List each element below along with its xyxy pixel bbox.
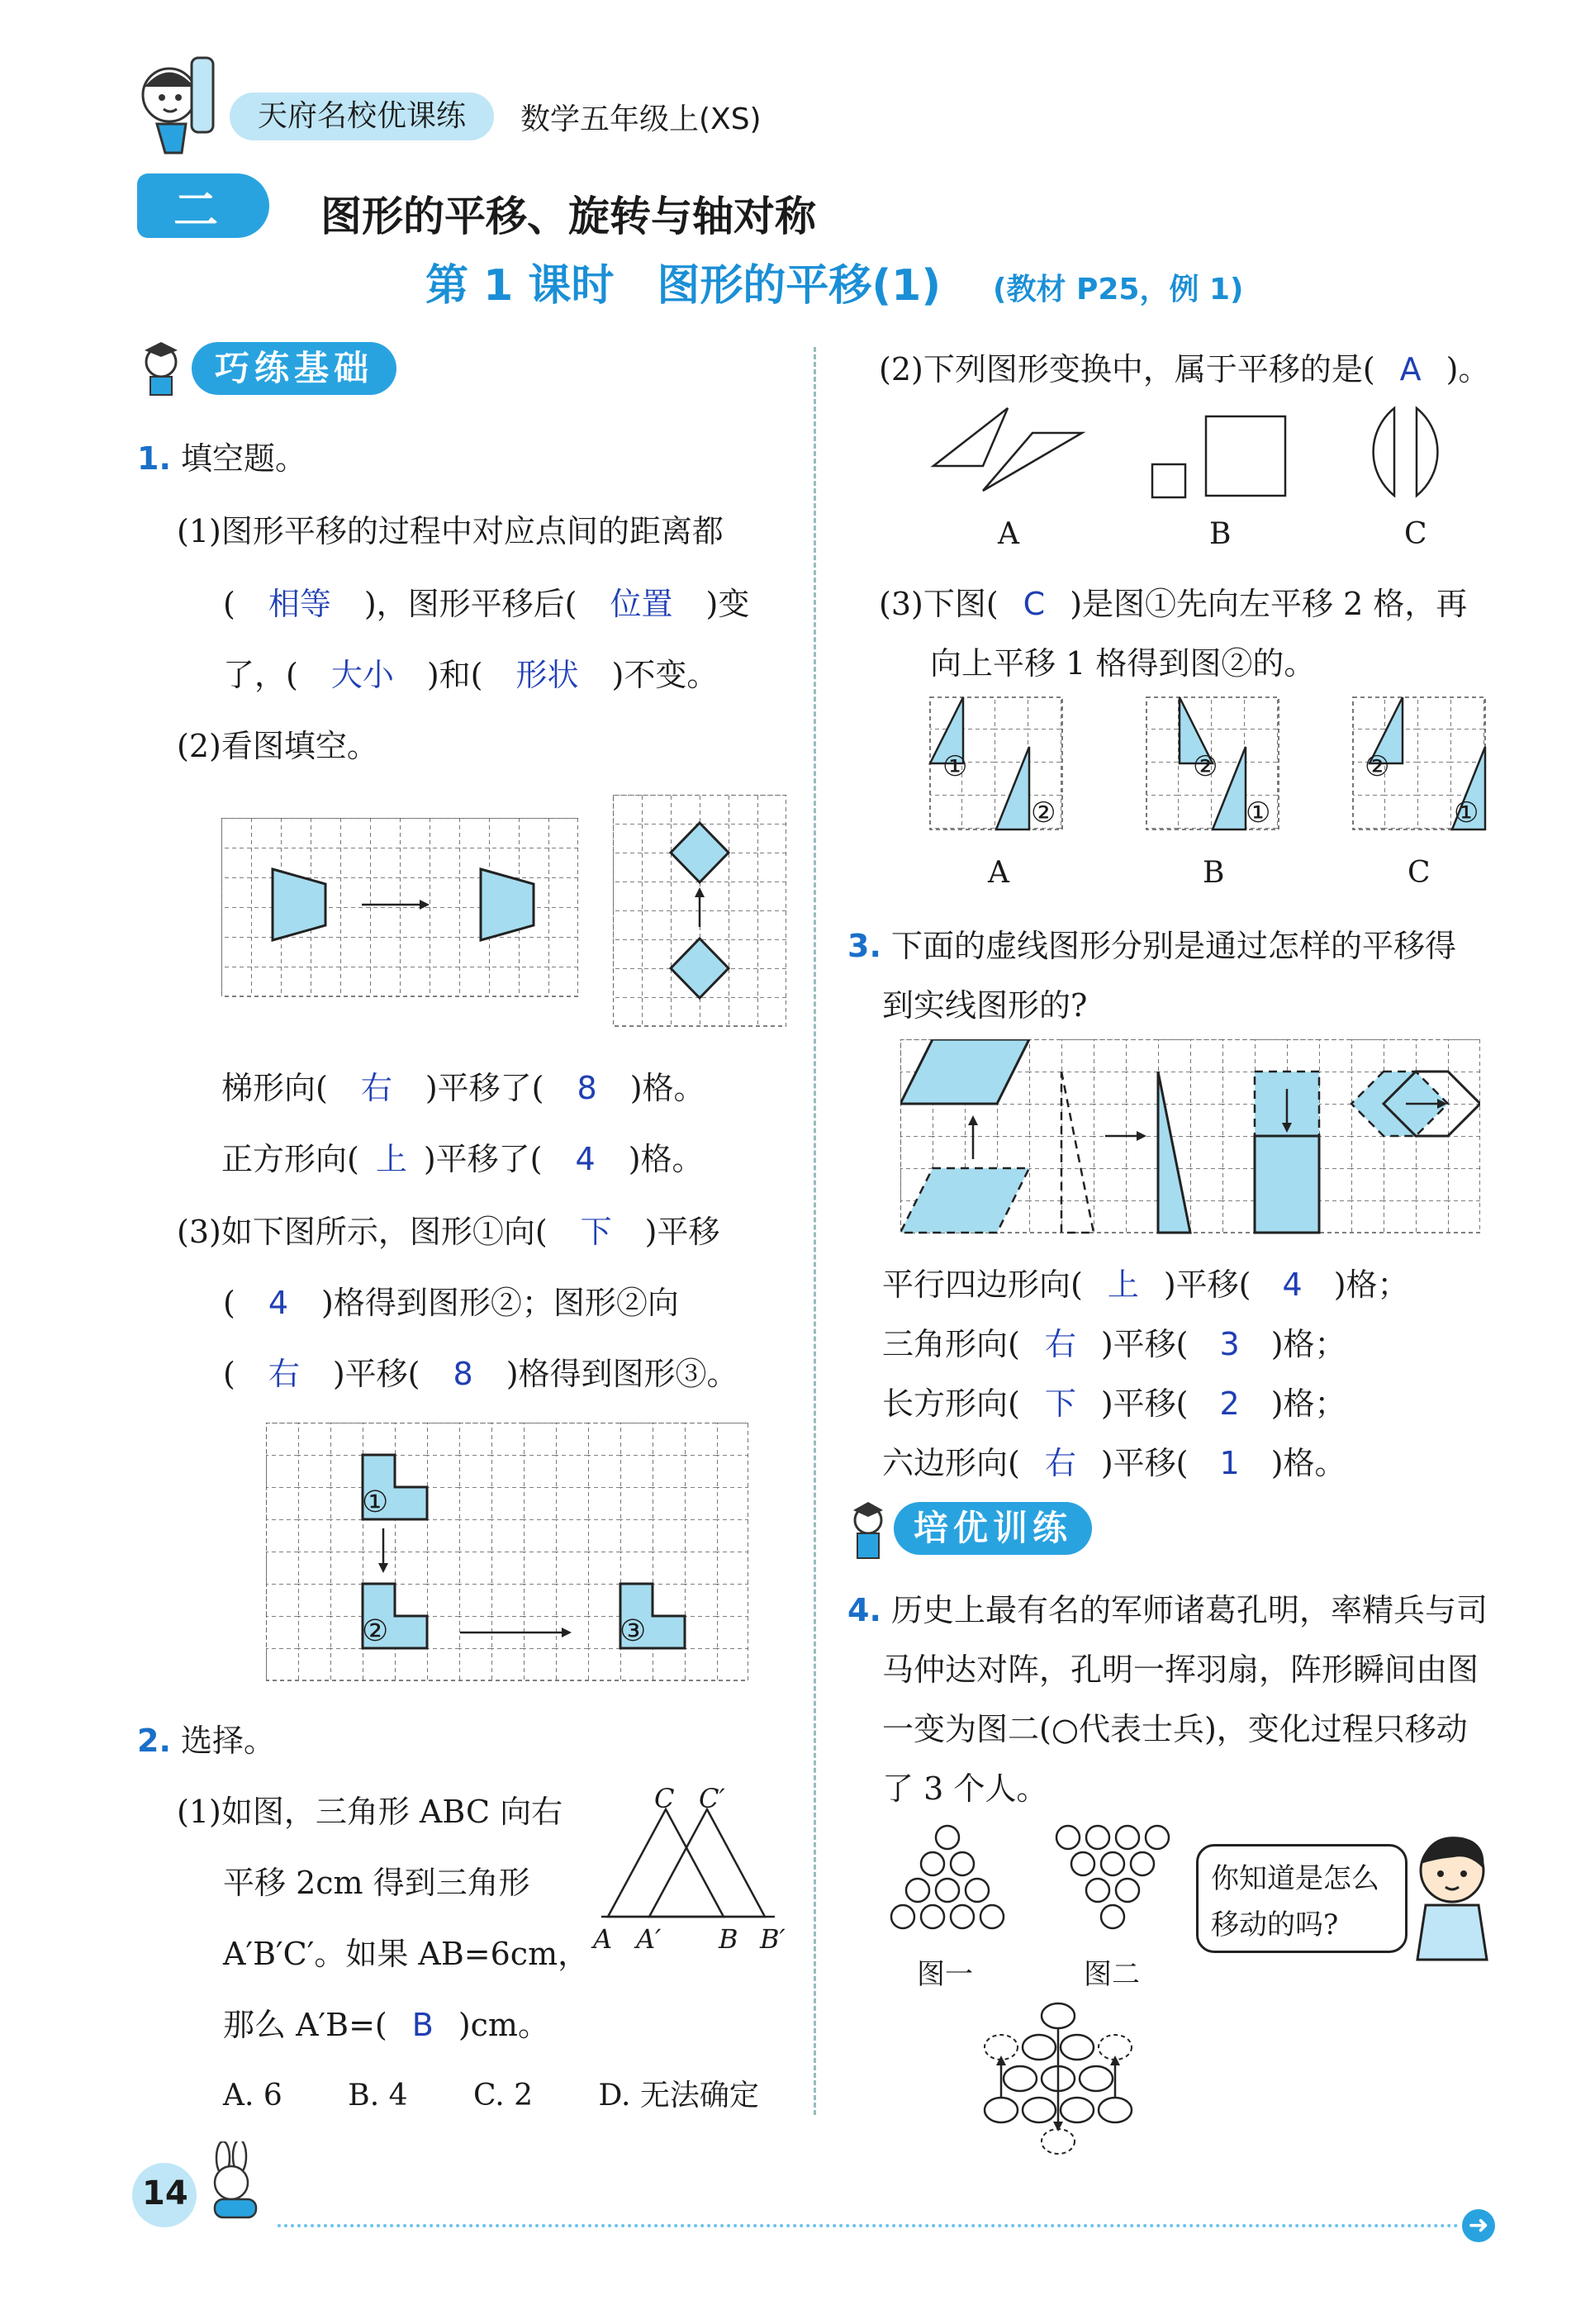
- choice-a-label: A: [998, 517, 1019, 551]
- text: )平移(: [1100, 1326, 1189, 1362]
- bubble-line-2: 移动的吗?: [1211, 1908, 1339, 1941]
- text: )平移了(: [423, 1141, 543, 1177]
- text: )格。: [1270, 1445, 1346, 1481]
- label-b-prime: B′: [760, 1923, 786, 1955]
- section-advanced-training: 培优训练: [894, 1502, 1092, 1555]
- answer-steps: 2: [1219, 1385, 1240, 1422]
- triangle-abc-figure: [595, 1793, 793, 1933]
- label-b: B: [719, 1923, 738, 1955]
- chapter-title: 图形的平移、旋转与轴对称: [320, 192, 816, 240]
- answer-b: B: [411, 2007, 434, 2043]
- subject-label: 数学五年级上(XS): [520, 102, 762, 136]
- q3-answer-triangle: [882, 1319, 1346, 1364]
- bubble-line-1: 你知道是怎么: [1211, 1862, 1379, 1895]
- text: )是图①先向左平移 2 格，再: [1070, 586, 1468, 622]
- solution-diagram: [963, 1999, 1153, 2173]
- text: )格得到图形③。: [506, 1356, 738, 1392]
- text: 三角形向(: [882, 1326, 1020, 1362]
- text: )平移了(: [425, 1070, 544, 1106]
- answer-c: C: [1023, 586, 1046, 622]
- formation-figure-1: [877, 1823, 1018, 1946]
- text: 那么 A′B=(: [223, 2007, 387, 2043]
- answer-direction: 右: [1044, 1326, 1076, 1362]
- paren: 了，(: [223, 657, 298, 693]
- grid-b-mark-2: ②: [1193, 750, 1218, 783]
- text: )平移(: [1100, 1385, 1189, 1422]
- q2-p1-line1: (1)如图，三角形 ABC 向右: [177, 1794, 563, 1830]
- text: (3)如下图所示，图形①向(: [177, 1214, 548, 1250]
- answer-4: 4: [575, 1141, 596, 1177]
- grid-c-caption: C: [1407, 856, 1431, 890]
- next-page-arrow-icon[interactable]: ➜: [1462, 2209, 1495, 2242]
- l-shape-label-3: ③: [619, 1614, 647, 1648]
- answer-8b: 8: [453, 1356, 473, 1392]
- page-number: 14: [142, 2174, 188, 2212]
- text: )平移(: [1163, 1267, 1251, 1303]
- paren: )不变。: [611, 657, 719, 693]
- q3-answer-rectangle: [882, 1378, 1346, 1423]
- rabbit-icon: [198, 2141, 273, 2224]
- q1-p3-line1: [177, 1206, 720, 1252]
- q3-answer-hexagon: [882, 1438, 1346, 1483]
- q1-p1-line2: [223, 578, 749, 624]
- grid-b-mark-1: ①: [1246, 796, 1271, 829]
- q3-number: 3.: [847, 928, 881, 964]
- q1-p3-line2: [223, 1277, 679, 1323]
- label-c: C: [654, 1783, 675, 1814]
- answer-right: 右: [360, 1070, 392, 1106]
- grid-b-caption: B: [1203, 856, 1225, 890]
- teacher-icon: [132, 339, 190, 397]
- grid-c-mark-1: ①: [1454, 796, 1479, 829]
- q4-number: 4.: [847, 1592, 881, 1628]
- boy-character-icon: [1404, 1829, 1500, 1961]
- paren: (: [223, 586, 235, 622]
- answer-direction: 上: [1107, 1267, 1139, 1303]
- grid-a-mark-2: ②: [1031, 796, 1056, 829]
- text: (3)下图(: [879, 586, 999, 622]
- answer-4b: 4: [268, 1285, 289, 1321]
- column-divider: [814, 347, 816, 2115]
- figure-2-caption: 图二: [1084, 1958, 1140, 1991]
- text: )格。: [628, 1141, 704, 1177]
- q2-p1-line2: 平移 2cm 得到三角形: [223, 1865, 530, 1901]
- grid-a-mark-1: ①: [942, 750, 968, 783]
- text: )格；: [1270, 1385, 1346, 1422]
- grid-c-mark-2: ②: [1365, 750, 1390, 783]
- answer-up: 上: [375, 1141, 407, 1177]
- q2-number: 2.: [137, 1723, 171, 1759]
- q2-p1-line3: A′B′C′。如果 AB=6cm，: [223, 1936, 590, 1972]
- transform-choices-figure: [925, 400, 1487, 507]
- label-a-prime: A′: [636, 1923, 662, 1955]
- student-icon: [843, 1499, 894, 1561]
- q2-header: [137, 1715, 275, 1761]
- text: (2)下列图形变换中，属于平移的是(: [879, 351, 1375, 387]
- q4-line2: 马仲达对阵，孔明一挥羽扇，阵形瞬间由图: [882, 1652, 1479, 1688]
- diamond-grid-figure: [613, 795, 786, 1028]
- paren: )，图形平移后(: [363, 586, 577, 622]
- q2-title: 选择。: [180, 1723, 275, 1759]
- q1-p2: (2)看图填空。: [177, 728, 378, 764]
- answer-shape: 形状: [515, 657, 579, 693]
- text: 梯形向(: [221, 1070, 328, 1106]
- lesson-title: 第 1 课时 图形的平移(1): [425, 261, 942, 311]
- trapezoid-grid-figure: [221, 818, 578, 998]
- text: )cm。: [458, 2007, 549, 2043]
- option-c: C. 2: [472, 2079, 534, 2113]
- lesson-reference: (教材 P25，例 1): [993, 273, 1244, 307]
- text: 正方形向(: [221, 1141, 359, 1177]
- square-answer-line: [221, 1133, 704, 1179]
- q3-answer-parallelogram: [882, 1259, 1409, 1305]
- text: )格。: [629, 1070, 705, 1106]
- text: )。: [1445, 351, 1490, 387]
- formation-figure-2: [1042, 1823, 1183, 1946]
- text: 六边形向(: [882, 1445, 1020, 1481]
- text: (: [223, 1356, 235, 1392]
- q2-p3-line1: [879, 578, 1467, 624]
- paren: )和(: [426, 657, 483, 693]
- q4-line1: [847, 1585, 1488, 1630]
- text: 长方形向(: [882, 1385, 1020, 1422]
- text: 下面的虚线图形分别是通过怎样的平移得: [890, 928, 1456, 964]
- text: )平移(: [332, 1356, 420, 1392]
- option-d: D. 无法确定: [598, 2079, 759, 2113]
- text: )格；: [1333, 1267, 1409, 1303]
- q1-p1-line1: (1)图形平移的过程中对应点间的距离都: [177, 513, 724, 549]
- grid-a-caption: A: [988, 856, 1009, 890]
- text: )格；: [1270, 1326, 1346, 1362]
- answer-steps: 3: [1219, 1326, 1240, 1362]
- q2-p1-line4: [223, 1999, 549, 2045]
- l-shape-label-1: ①: [362, 1485, 389, 1519]
- text: )平移(: [1100, 1445, 1189, 1481]
- mascot-icon: [132, 50, 223, 157]
- label-a: A: [593, 1923, 613, 1955]
- q3-line2: 到实线图形的?: [882, 987, 1088, 1024]
- answer-direction: 下: [1044, 1385, 1076, 1422]
- brand-label: 天府名校优课练: [230, 93, 494, 140]
- q1-p1-line3: [223, 649, 718, 695]
- section-basic-practice: 巧练基础: [192, 342, 396, 395]
- answer-a: A: [1399, 351, 1422, 387]
- text: )平移: [644, 1214, 720, 1250]
- figure-1-caption: 图一: [917, 1958, 973, 1991]
- answer-steps: 4: [1282, 1267, 1303, 1303]
- answer-steps: 1: [1219, 1445, 1240, 1481]
- text: 历史上最有名的军师诸葛孔明，率精兵与司: [890, 1592, 1488, 1628]
- l-shape-grid-figure: [266, 1423, 748, 1682]
- text: 平行四边形向(: [882, 1267, 1083, 1303]
- q4-line3: 一变为图二(○代表士兵)，变化过程只移动: [882, 1711, 1468, 1747]
- chapter-number: 二: [173, 184, 218, 236]
- footer-dotted-line: [278, 2224, 1459, 2227]
- q1-p3-line3: [223, 1348, 738, 1394]
- answer-position: 位置: [610, 586, 673, 622]
- q2-options: [223, 2072, 759, 2114]
- q4-line4: 了 3 个人。: [882, 1770, 1048, 1807]
- answer-equal: 相等: [268, 586, 331, 622]
- choice-c-label: C: [1404, 517, 1427, 551]
- option-a: A. 6: [223, 2079, 282, 2113]
- answer-down: 下: [580, 1214, 612, 1250]
- q3-line1: [847, 920, 1456, 966]
- q2-p3-line2: 向上平移 1 格得到图②的。: [930, 645, 1316, 682]
- l-shape-label-2: ②: [362, 1614, 389, 1648]
- text: )格得到图形②；图形②向: [321, 1285, 679, 1321]
- label-c-prime: C′: [699, 1783, 725, 1814]
- q2-p2-line: [879, 344, 1489, 389]
- answer-direction: 右: [1044, 1445, 1076, 1481]
- q1-number: 1.: [137, 440, 171, 477]
- choice-b-label: B: [1209, 517, 1232, 551]
- dashed-shapes-grid-figure: [900, 1039, 1480, 1234]
- trapezoid-answer-line: [221, 1062, 705, 1108]
- q1-title: 填空题。: [180, 440, 306, 477]
- option-b: B. 4: [348, 2079, 408, 2113]
- answer-8: 8: [577, 1070, 597, 1106]
- answer-size: 大小: [330, 657, 394, 693]
- paren: )变: [705, 586, 750, 622]
- answer-right-b: 右: [268, 1356, 300, 1392]
- text: (: [223, 1285, 235, 1321]
- q1-header: [137, 433, 306, 478]
